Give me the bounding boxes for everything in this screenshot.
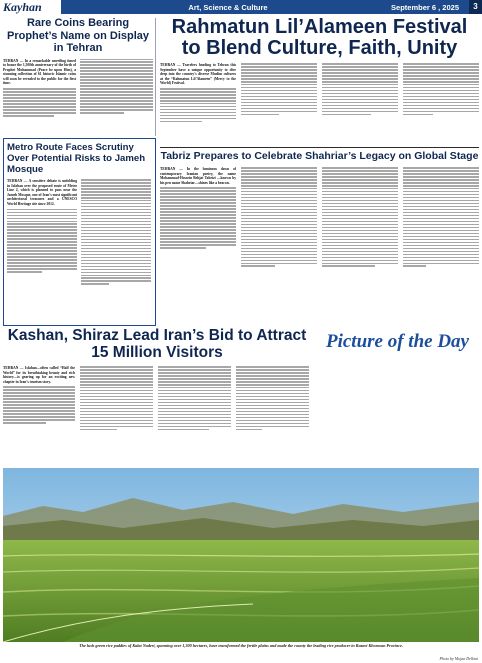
banner-title: Picture of the Day — [325, 331, 469, 352]
rice-paddies-image — [3, 468, 479, 642]
masthead — [0, 0, 482, 14]
kashan-article — [3, 328, 311, 468]
photo-credit: Photo by Mojan Delkini — [439, 656, 478, 661]
section-band — [61, 0, 469, 14]
metro-article — [3, 138, 156, 326]
festival-headline: Rahmatun Lil’Alameen Festival to Blend Culture, Faith, Unity — [171, 16, 468, 59]
tabriz-headline: Tabriz Prepares to Celebrate Shahriar’s Legacy on Global Stage — [160, 150, 479, 162]
kashan-headline: Kashan, Shiraz Lead Iran’s Bid to Attract 15 Million Visitors — [7, 327, 307, 361]
coins-lead: TEHRAN — In a remarkable unveiling timed to honor the 1,500th anniversary of the birth of Prophet Muhammad (Peace be upon Him), a stunning collection of 61 historic Islamic coins will soon be revealed to the public for the first time. — [3, 58, 76, 86]
rice-paddies-photo — [3, 468, 479, 642]
newspaper-logo: Kayhan — [0, 0, 61, 14]
tabriz-article — [160, 150, 479, 320]
photo-caption: The lush green rice paddies of Kalat Naderi, spanning over 1,300 hectares, have transformed the fertile plains and made the county the leading rice producer in Razavi Khorasan Province. — [79, 643, 403, 648]
kashan-lead: TEHRAN — Isfahan—often called “Half the World” for its breathtaking beauty and rich history—is gearing up for an exciting new chapter in Iran’s tourism story. — [3, 366, 75, 384]
festival-article — [160, 17, 479, 145]
metro-headline: Metro Route Faces Scrutiny Over Potential Risks to Jameh Mosque — [7, 142, 146, 175]
page-number: 3 — [469, 0, 482, 14]
coins-article — [3, 17, 153, 127]
tabriz-lead: TEHRAN — In the luminous dawn of contemporary Iranian poetry, the name Mohammad-Hossein Behjat Tabrizi —known by his pen name Shahriar—shines like a beacon. — [160, 167, 236, 185]
coins-headline: Rare Coins Bearing Prophet’s Name on Display in Tehran — [6, 17, 150, 54]
issue-date: September 6 , 2025 — [391, 2, 459, 12]
festival-lead: TEHRAN — Travelers heading to Tehran this September have a unique opportunity to dive deep into the country’s diverse Muslim cultures at the “Rahmatun Lil’Alameen” (Mercy to the World) Festival. — [160, 63, 236, 86]
metro-lead: TEHRAN — A sensitive debate is unfolding in Isfahan over the proposed route of Metro Line 2, which is planned to pass near the Jameh Mosque, one of Iran’s most significant architectural treasures and a UNESCO World Heritage site since 2012. — [7, 179, 77, 206]
section-title: Art, Science & Culture — [188, 2, 268, 12]
picture-of-day-banner — [316, 327, 479, 357]
